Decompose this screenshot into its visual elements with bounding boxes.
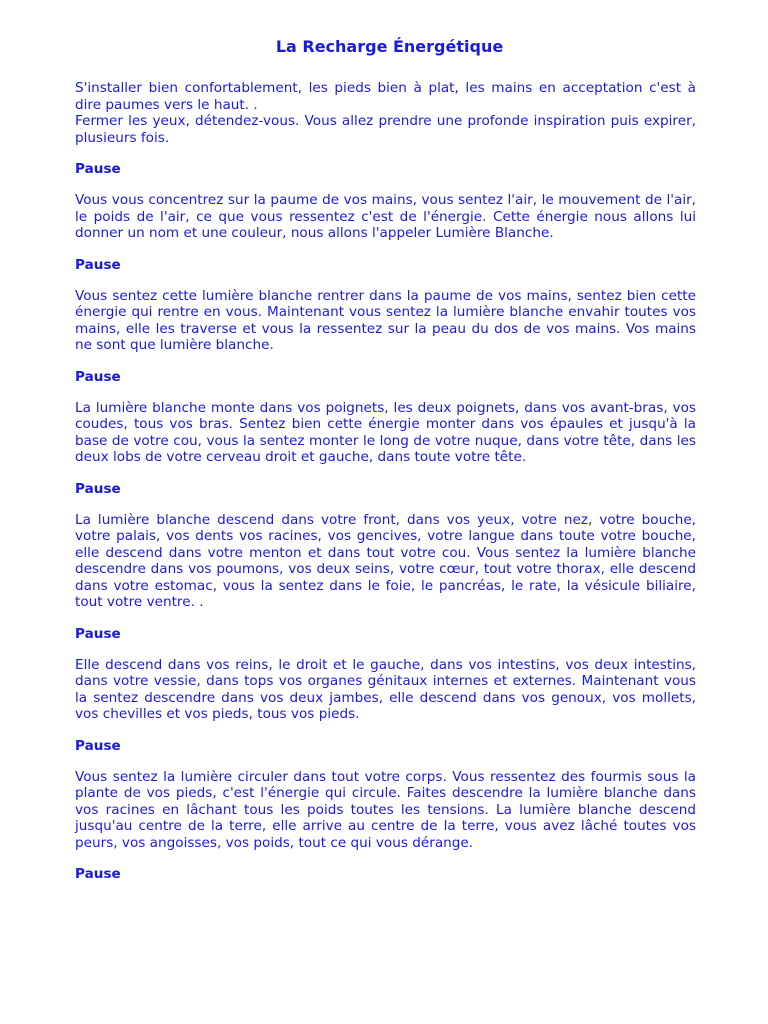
pause-heading: Pause — [75, 737, 121, 754]
document-title: La Recharge Énergétique — [275, 37, 504, 56]
paragraph: La lumière blanche descend dans votre front, dans vos yeux, votre nez, votre bouche, votre palais, vos dents vos racines, vos gencives, votre langue dans toute votre bouche, elle descend dans votre menton et dans tout votre cou. Vous sentez la lumière blanche descendre dans vos poumons, vos deux seins, votre cœur, tout votre thorax, elle descend dans votre estomac, vous la sentez dans le foie, le pancréas, le rate, la vésicule biliaire, tout votre ventre. . — [75, 511, 696, 610]
paragraph: Vous sentez la lumière circuler dans tout votre corps. Vous ressentez des fourmis sous la plante de vos pieds, c'est l'énergie qui circule. Faites descendre la lumière blanche dans vos racines en lâchant tous les poids toutes les tensions. La lumière blanche descend jusqu'au centre de la terre, elle arrive au centre de la terre, vous avez lâché toutes vos peurs, vos angoisses, vos poids, tout ce qui vous dérange. — [75, 768, 696, 851]
paragraph: La lumière blanche monte dans vos poignets, les deux poignets, dans vos avant-bras, vos coudes, tous vos bras. Sentez bien cette énergie monter dans vos épaules et jusqu'à la base de votre cou, vous la sentez monter le long de votre nuque, dans votre tête, dans les deux lobs de votre cerveau droit et gauche, dans toute votre tête. — [75, 399, 696, 465]
pause-heading: Pause — [75, 368, 121, 385]
paragraph: Vous vous concentrez sur la paume de vos mains, vous sentez l'air, le mouvement de l'air, le poids de l'air, ce que vous ressentez c'est de l'énergie. Cette énergie nous allons lui donner un nom et une couleur, nous allons l'appeler Lumière Blanche. — [75, 192, 696, 241]
pause-heading: Pause — [75, 866, 121, 882]
pause-heading: Pause — [75, 256, 121, 273]
pause-heading: Pause — [75, 480, 121, 497]
intro-paragraph: S'installer bien confortablement, les pieds bien à plat, les mains en acceptation c'est à dire paumes vers le haut. . Fermer les yeux, détendez-vous. Vous allez prendre une profonde inspiration puis expirer, plusieurs fois. — [75, 80, 696, 146]
paragraph: Vous sentez cette lumière blanche rentrer dans la paume de vos mains, sentez bien cette énergie qui rentre en vous. Maintenant vous sentez la lumière blanche envahir toutes vos mains, elle les traverse et vous la ressentez sur la peau du dos de vos mains. Vos mains ne sont que lumière blanche. — [75, 287, 696, 353]
pause-heading: Pause — [75, 161, 121, 177]
pause-heading: Pause — [75, 625, 121, 642]
paragraph: Elle descend dans vos reins, le droit et le gauche, dans vos intestins, vos deux intestins, dans votre vessie, dans tops vos organes génitaux internes et externes. Maintenant vous la sentez descendre dans vos deux jambes, elle descend dans vos genoux, vos mollets, vos chevilles et vos pieds, tous vos pieds. — [75, 656, 696, 722]
